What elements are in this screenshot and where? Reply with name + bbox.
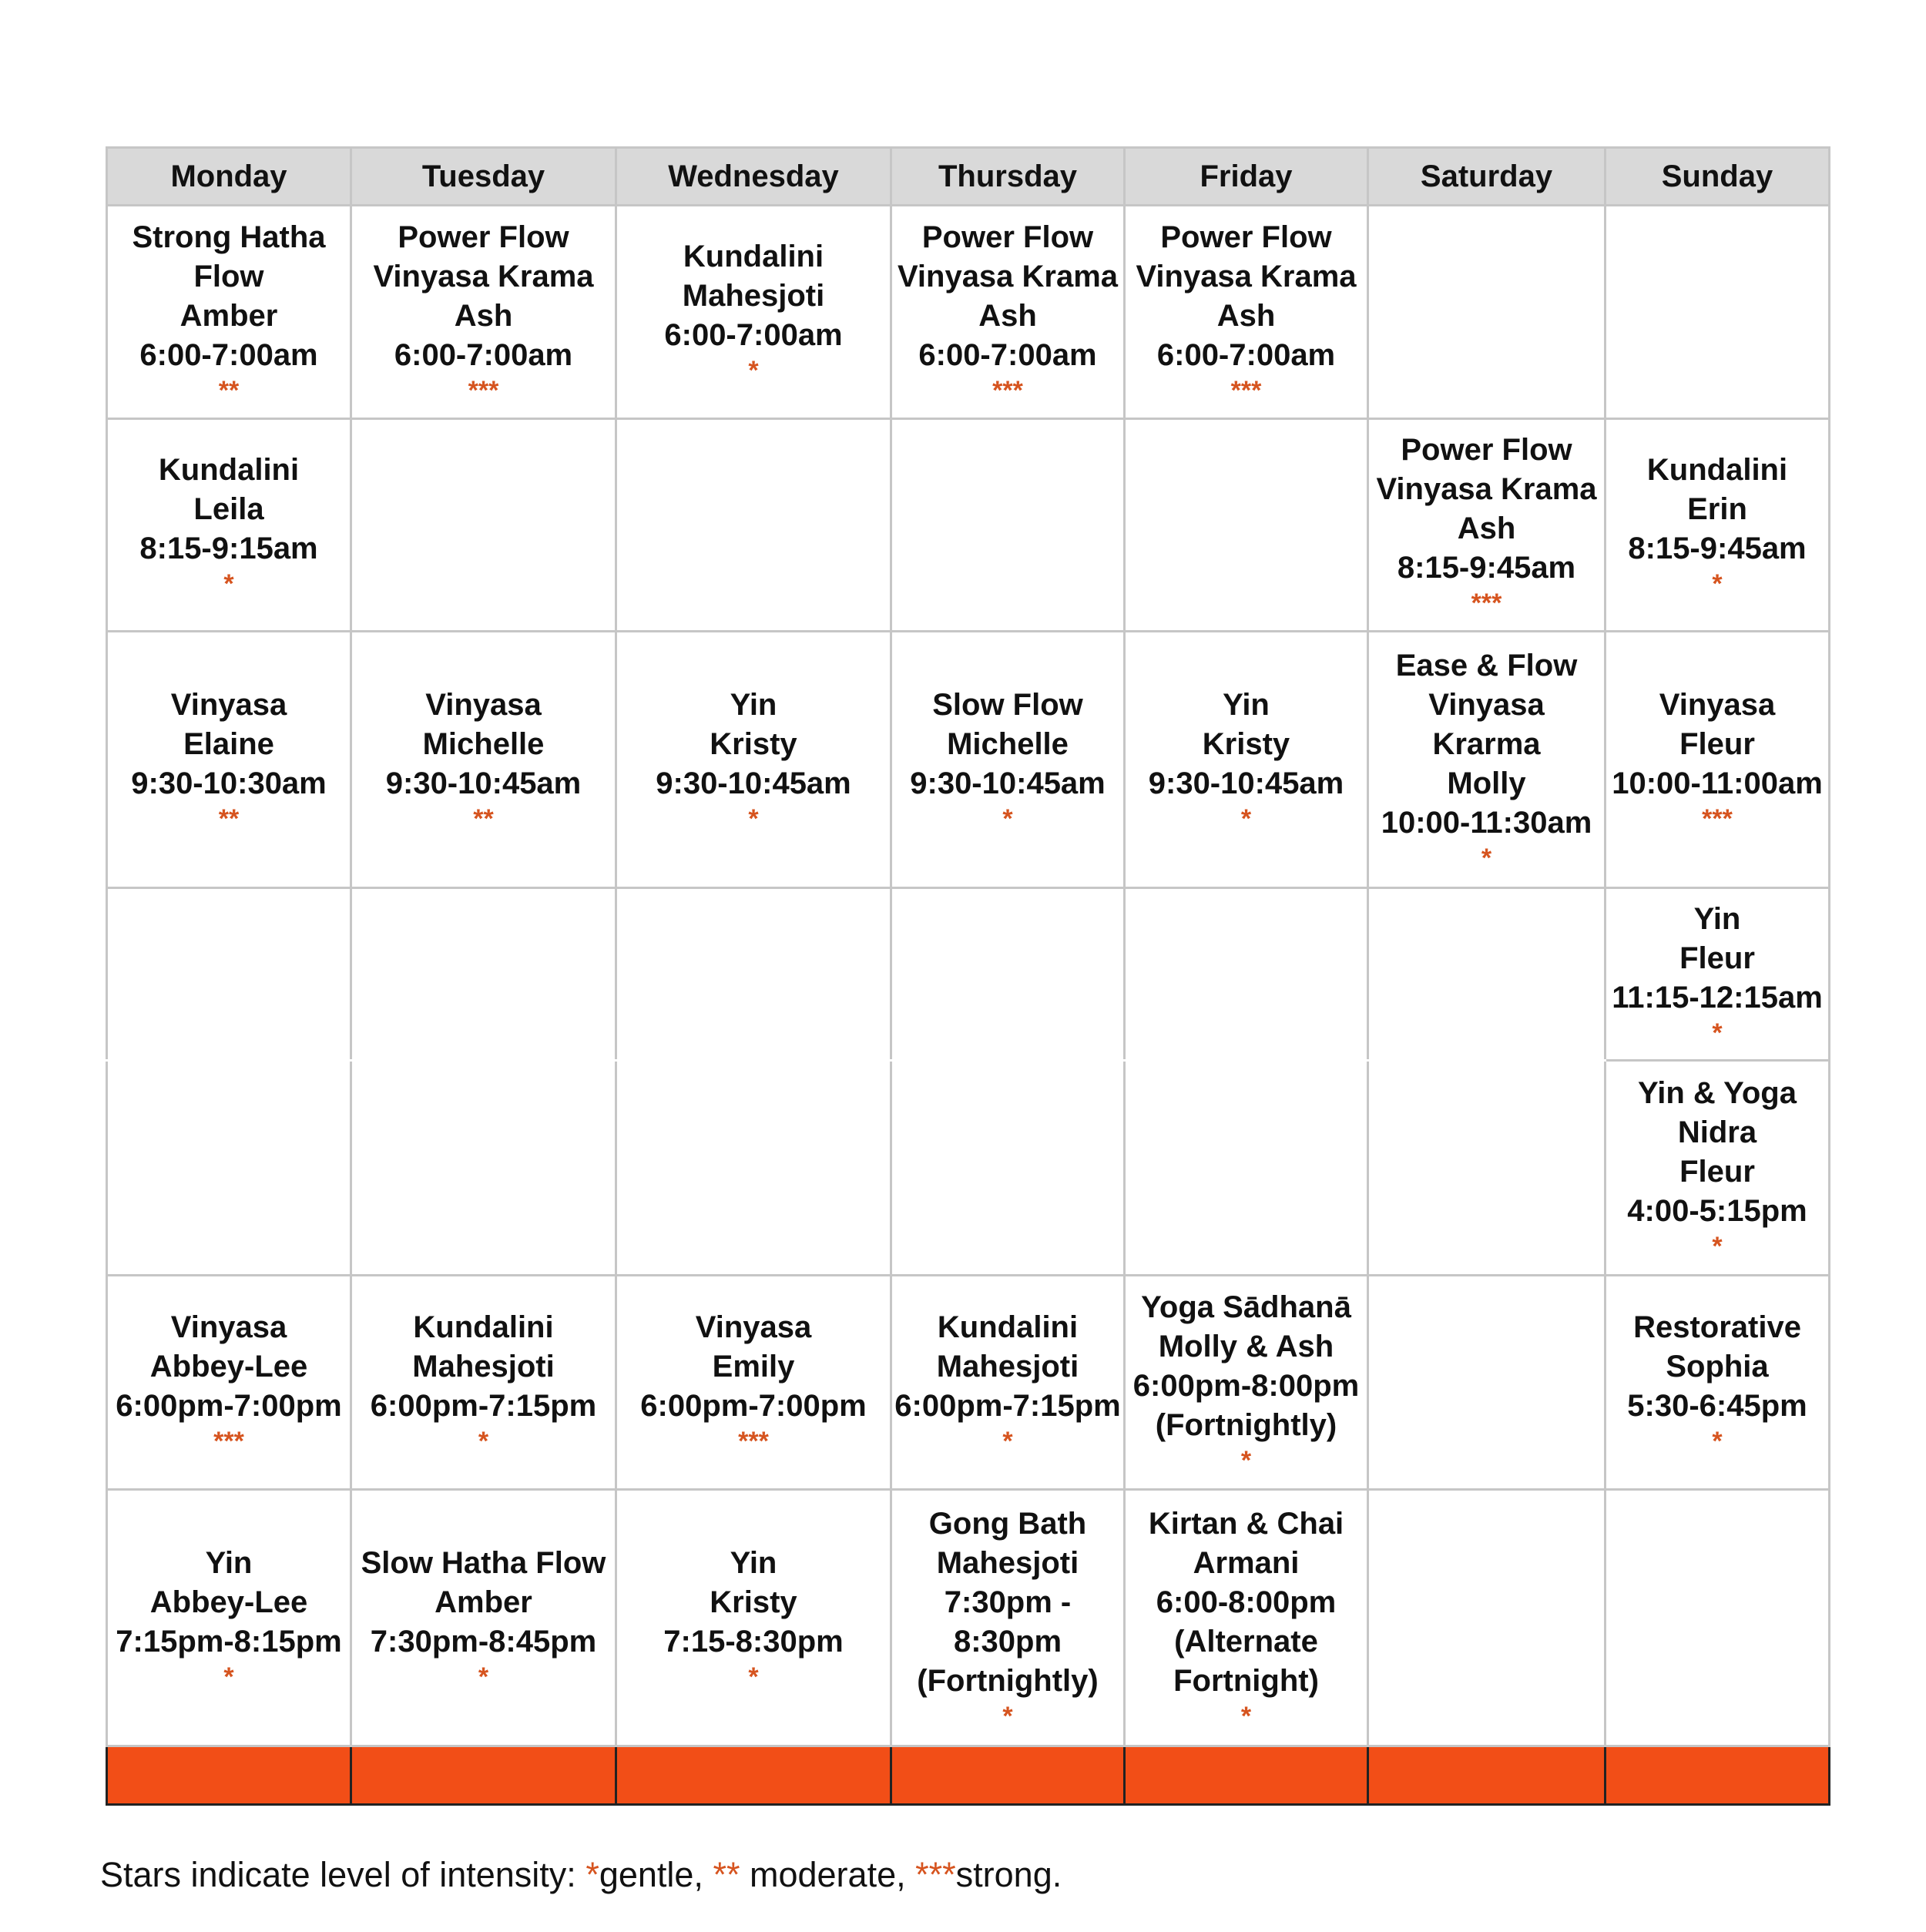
class-line: Power Flow xyxy=(1401,433,1572,468)
class-cell-saturday xyxy=(1368,1490,1606,1746)
class-line: 8:30pm xyxy=(953,1624,1062,1659)
class-line: 6:00pm-7:00pm xyxy=(116,1388,342,1423)
schedule-body xyxy=(107,206,1830,1805)
class-line: 7:15-8:30pm xyxy=(663,1624,844,1659)
intensity-stars: * xyxy=(478,1662,489,1692)
class-line: Amber xyxy=(435,1585,532,1619)
schedule-row xyxy=(107,888,1830,1061)
class-line: Gong Bath xyxy=(928,1506,1087,1541)
day-header-saturday: Saturday xyxy=(1368,148,1606,206)
class-cell-thursday xyxy=(891,632,1125,888)
intensity-stars: *** xyxy=(468,375,499,405)
class-cell-friday xyxy=(1125,1275,1368,1490)
class-cell-sunday xyxy=(1606,632,1830,888)
class-line: 9:30-10:45am xyxy=(656,766,851,800)
class-line: Power Flow xyxy=(921,220,1094,254)
class-cell-wednesday xyxy=(616,206,891,419)
class-cell-monday xyxy=(107,888,351,1061)
class-line: Vinyasa Krama xyxy=(1136,259,1357,293)
class-line: Yin xyxy=(205,1545,253,1580)
header-row xyxy=(107,148,1830,206)
schedule-row xyxy=(107,1275,1830,1490)
day-header-thursday: Thursday xyxy=(891,148,1125,206)
class-line: Leila xyxy=(193,491,264,526)
intensity-stars: * xyxy=(1712,1018,1723,1048)
class-line: Slow Flow xyxy=(932,687,1083,722)
class-line: Nidra xyxy=(1677,1115,1757,1149)
legend-gentle-text: gentle, xyxy=(599,1855,713,1894)
class-line: Molly & Ash xyxy=(1158,1330,1334,1364)
class-cell-saturday xyxy=(1368,632,1606,888)
class-line: Mahesjoti xyxy=(682,279,825,314)
class-line: Vinyasa xyxy=(695,1310,812,1344)
class-line: 11:15-12:15am xyxy=(1612,981,1823,1015)
class-line: Kristy xyxy=(1202,726,1290,761)
class-line: Krarma xyxy=(1432,726,1541,761)
class-cell-tuesday xyxy=(351,632,616,888)
class-cell-monday xyxy=(107,1275,351,1490)
class-line: Power Flow xyxy=(1160,220,1332,254)
class-cell-tuesday xyxy=(351,418,616,632)
class-cell-saturday xyxy=(1368,1275,1606,1490)
class-line: Amber xyxy=(180,298,278,333)
class-line: 7:15pm-8:15pm xyxy=(116,1624,342,1659)
class-line: Strong Hatha xyxy=(132,220,326,254)
class-line: Restorative xyxy=(1633,1310,1801,1344)
class-cell-sunday xyxy=(1606,1275,1830,1490)
class-line: Kundalini xyxy=(937,1310,1079,1344)
accent-bar-cell xyxy=(891,1746,1125,1805)
class-line: 6:00pm-7:15pm xyxy=(894,1388,1121,1423)
class-line: Mahesjoti xyxy=(412,1349,555,1384)
class-cell-wednesday xyxy=(616,1061,891,1276)
class-cell-monday xyxy=(107,1490,351,1746)
class-cell-friday xyxy=(1125,888,1368,1061)
class-line: 10:00-11:00am xyxy=(1612,766,1823,800)
class-line: Kristy xyxy=(710,726,797,761)
class-line: Ease & Flow xyxy=(1395,648,1578,683)
schedule-row xyxy=(107,206,1830,419)
class-cell-thursday xyxy=(891,206,1125,419)
class-line: 6:00-7:00am xyxy=(918,337,1097,372)
schedule-row xyxy=(107,1490,1830,1746)
intensity-stars: ** xyxy=(218,803,240,834)
intensity-stars: * xyxy=(223,569,234,599)
schedule-table xyxy=(106,146,1830,1806)
intensity-stars: * xyxy=(1712,569,1723,599)
class-line: Yin & Yoga xyxy=(1638,1075,1797,1110)
class-cell-saturday xyxy=(1368,418,1606,632)
class-line: Ash xyxy=(454,298,513,333)
intensity-legend xyxy=(100,1855,1062,1895)
class-line: Kristy xyxy=(710,1585,797,1619)
class-cell-sunday xyxy=(1606,888,1830,1061)
class-line: 6:00pm-7:00pm xyxy=(640,1388,867,1423)
class-line: Abbey-Lee xyxy=(149,1349,308,1384)
accent-bar-cell xyxy=(351,1746,616,1805)
class-cell-friday xyxy=(1125,1490,1368,1746)
class-cell-friday xyxy=(1125,632,1368,888)
intensity-stars: *** xyxy=(738,1426,769,1456)
class-line: (Fortnightly) xyxy=(1155,1408,1337,1443)
intensity-stars: * xyxy=(1002,803,1013,834)
class-line: 6:00-7:00am xyxy=(139,337,318,372)
legend-gentle-stars: * xyxy=(586,1855,599,1894)
class-line: Power Flow xyxy=(398,220,569,254)
accent-bar-cell xyxy=(107,1746,351,1805)
class-cell-tuesday xyxy=(351,1275,616,1490)
class-line: Fleur xyxy=(1679,1154,1755,1189)
class-cell-friday xyxy=(1125,1061,1368,1276)
intensity-stars: ** xyxy=(218,375,240,405)
class-cell-saturday xyxy=(1368,888,1606,1061)
class-line: 6:00pm-8:00pm xyxy=(1132,1369,1360,1404)
schedule-row xyxy=(107,418,1830,632)
intensity-stars: *** xyxy=(1471,589,1502,619)
class-line: 6:00-7:00am xyxy=(394,337,573,372)
class-cell-saturday xyxy=(1368,1061,1606,1276)
class-line: 9:30-10:45am xyxy=(1148,766,1344,800)
class-line: Fleur xyxy=(1679,726,1755,761)
schedule-row xyxy=(107,632,1830,888)
class-line: Yin xyxy=(1223,687,1270,722)
class-line: 9:30-10:45am xyxy=(385,766,582,800)
class-cell-friday xyxy=(1125,418,1368,632)
class-line: Slow Hatha Flow xyxy=(361,1545,606,1580)
day-header-friday: Friday xyxy=(1125,148,1368,206)
class-line: Yin xyxy=(730,1545,777,1580)
intensity-stars: * xyxy=(1002,1426,1013,1456)
class-line: Michelle xyxy=(422,726,545,761)
class-line: Ash xyxy=(1216,298,1276,333)
class-line: Emily xyxy=(712,1349,795,1384)
class-cell-sunday xyxy=(1606,1490,1830,1746)
class-cell-friday xyxy=(1125,206,1368,419)
class-line: Molly xyxy=(1447,766,1526,800)
class-line: Flow xyxy=(193,259,264,293)
intensity-stars: * xyxy=(1240,803,1252,834)
class-line: 5:30-6:45pm xyxy=(1627,1388,1807,1423)
class-line: Sophia xyxy=(1666,1349,1769,1384)
class-line: Yin xyxy=(730,687,777,722)
class-line: Abbey-Lee xyxy=(149,1585,308,1619)
class-cell-thursday xyxy=(891,1490,1125,1746)
intensity-stars: * xyxy=(1712,1426,1723,1456)
class-cell-wednesday xyxy=(616,1275,891,1490)
class-line: Kundalini xyxy=(158,452,300,487)
class-cell-wednesday xyxy=(616,888,891,1061)
class-cell-wednesday xyxy=(616,418,891,632)
class-cell-tuesday xyxy=(351,888,616,1061)
accent-bar-cell xyxy=(1368,1746,1606,1805)
class-cell-wednesday xyxy=(616,1490,891,1746)
accent-bar-row xyxy=(107,1746,1830,1805)
class-line: Vinyasa xyxy=(1659,687,1776,722)
intensity-stars: * xyxy=(1240,1446,1252,1476)
class-cell-monday xyxy=(107,206,351,419)
class-line: Vinyasa xyxy=(425,687,542,722)
class-line: 6:00-7:00am xyxy=(1156,337,1336,372)
legend-moderate-text: moderate, xyxy=(740,1855,916,1894)
intensity-stars: * xyxy=(748,1662,759,1692)
class-line: Vinyasa xyxy=(170,687,287,722)
class-line: 9:30-10:30am xyxy=(131,766,327,800)
intensity-stars: * xyxy=(478,1426,489,1456)
accent-bar-cell xyxy=(1606,1746,1830,1805)
class-line: Ash xyxy=(1457,512,1516,546)
legend-prefix: Stars indicate level of intensity: xyxy=(100,1855,586,1894)
day-header-monday: Monday xyxy=(107,148,351,206)
legend-strong-text: strong. xyxy=(955,1855,1062,1894)
class-line: (Fortnightly) xyxy=(917,1663,1099,1698)
class-cell-tuesday xyxy=(351,1490,616,1746)
intensity-stars: ** xyxy=(473,803,494,834)
class-cell-thursday xyxy=(891,1275,1125,1490)
class-cell-tuesday xyxy=(351,206,616,419)
accent-bar-cell xyxy=(616,1746,891,1805)
class-line: 6:00-7:00am xyxy=(664,318,843,353)
class-cell-sunday xyxy=(1606,1061,1830,1276)
class-cell-tuesday xyxy=(351,1061,616,1276)
class-line: Kundalini xyxy=(413,1310,554,1344)
class-line: Yin xyxy=(1693,902,1741,937)
class-line: Mahesjoti xyxy=(936,1349,1079,1384)
class-line: Vinyasa xyxy=(1428,687,1545,722)
class-line: Elaine xyxy=(183,726,274,761)
class-line: Yoga Sādhanā xyxy=(1141,1290,1351,1325)
class-line: 7:30pm - xyxy=(944,1585,1072,1619)
class-line: 6:00-8:00pm xyxy=(1156,1585,1337,1619)
class-line: Armani xyxy=(1193,1545,1300,1580)
class-line: Mahesjoti xyxy=(936,1545,1079,1580)
class-line: Vinyasa Krama xyxy=(373,259,594,293)
class-line: Vinyasa xyxy=(170,1310,287,1344)
intensity-stars: * xyxy=(1240,1701,1252,1731)
intensity-stars: * xyxy=(223,1662,234,1692)
accent-bar-cell xyxy=(1125,1746,1368,1805)
class-cell-sunday xyxy=(1606,206,1830,419)
class-line: 8:15-9:45am xyxy=(1397,551,1576,585)
day-header-wednesday: Wednesday xyxy=(616,148,891,206)
class-line: 10:00-11:30am xyxy=(1381,805,1592,840)
class-cell-monday xyxy=(107,418,351,632)
class-line: Kundalini xyxy=(683,240,824,274)
class-cell-monday xyxy=(107,1061,351,1276)
intensity-stars: * xyxy=(748,356,759,386)
class-line: 8:15-9:45am xyxy=(1628,531,1807,565)
class-line: Kundalini xyxy=(1646,452,1788,487)
class-line: (Alternate xyxy=(1174,1624,1318,1659)
class-line: 6:00pm-7:15pm xyxy=(370,1388,597,1423)
class-cell-wednesday xyxy=(616,632,891,888)
class-cell-sunday xyxy=(1606,418,1830,632)
intensity-stars: *** xyxy=(1230,375,1262,405)
legend-strong-stars: *** xyxy=(915,1855,956,1894)
intensity-stars: * xyxy=(748,803,759,834)
class-line: Ash xyxy=(978,298,1037,333)
class-line: 9:30-10:45am xyxy=(910,766,1106,800)
class-line: Erin xyxy=(1687,491,1747,526)
class-cell-monday xyxy=(107,632,351,888)
class-cell-saturday xyxy=(1368,206,1606,419)
class-line: Fleur xyxy=(1679,941,1755,976)
intensity-stars: * xyxy=(1481,843,1492,873)
intensity-stars: *** xyxy=(1702,803,1733,834)
intensity-stars: *** xyxy=(992,375,1023,405)
class-cell-thursday xyxy=(891,418,1125,632)
intensity-stars: *** xyxy=(213,1426,244,1456)
class-line: 8:15-9:15am xyxy=(139,531,318,565)
schedule-row xyxy=(107,1061,1830,1276)
intensity-stars: * xyxy=(1002,1701,1013,1731)
class-cell-thursday xyxy=(891,1061,1125,1276)
class-line: Michelle xyxy=(947,726,1069,761)
class-line: Vinyasa Krama xyxy=(1376,472,1597,507)
day-header-tuesday: Tuesday xyxy=(351,148,616,206)
intensity-stars: * xyxy=(1712,1231,1723,1261)
class-line: 7:30pm-8:45pm xyxy=(370,1624,597,1659)
day-header-sunday: Sunday xyxy=(1606,148,1830,206)
class-line: Fortnight) xyxy=(1173,1663,1319,1698)
legend-moderate-stars: ** xyxy=(713,1855,740,1894)
class-line: Vinyasa Krama xyxy=(897,259,1119,293)
class-line: 4:00-5:15pm xyxy=(1627,1193,1807,1228)
class-cell-thursday xyxy=(891,888,1125,1061)
class-line: Kirtan & Chai xyxy=(1148,1506,1344,1541)
